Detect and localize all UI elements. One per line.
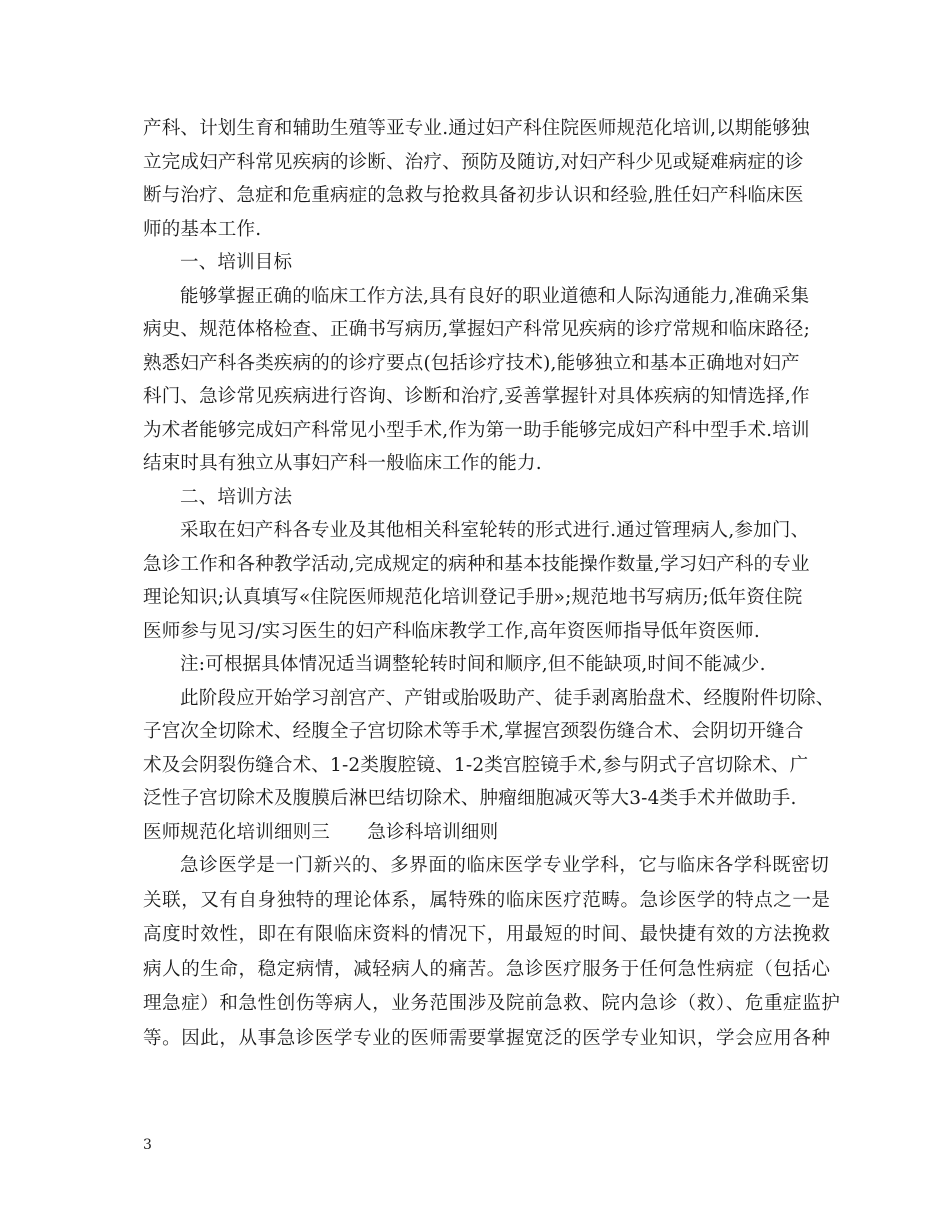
page-number: 3 [143,1137,152,1153]
text-line: 理论知识;认真填写«住院医师规范化培训登记手册»;规范地书写病历;低年资住院 [143,587,803,608]
text-line: 医师规范化培训细则三 急诊科培训细则 [143,821,499,843]
text-line: 立完成妇产科常见疾病的诊断、治疗、预防及随访,对妇产科少见或疑难病症的诊 [143,151,804,173]
text-line: 能够掌握正确的临床工作方法,具有良好的职业道德和人际沟通能力,准确采集 [180,285,810,307]
text-line: 产科、计划生育和辅助生殖等亚专业.通过妇产科住院医师规范化培训,以期能够独 [143,118,810,139]
document-body [143,112,841,1056]
text-line: 二、培训方法 [180,486,293,508]
text-line: 医师参与见习/实习医生的妇产科临床教学工作,高年资医师指导低年资医师. [143,620,760,642]
text-line: 等。因此，从事急诊医学专业的医师需要掌握宽泛的医学专业知识，学会应用各种 [143,1027,831,1049]
text-line: 熟悉妇产科各类疾病的的诊疗要点(包括诊疗技术),能够独立和基本正确地对妇产 [143,352,800,374]
text-line: 为术者能够完成妇产科常见小型手术,作为第一助手能够完成妇产科中型手术.培训 [143,419,810,441]
section-obstetrics [143,112,835,849]
text-line: 结束时具有独立从事妇产科一般临床工作的能力. [143,453,542,474]
text-line: 病史、规范体格检查、正确书写病历,掌握妇产科常见疾病的诊疗常规和临床路径; [143,319,811,340]
section-emergency [143,849,841,1056]
text-line: 一、培训目标 [180,252,293,273]
text-line: 注:可根据具体情况适当调整轮转时间和顺序,但不能缺项,时间不能减少. [180,654,766,675]
text-line: 高度时效性，即在有限临床资料的情况下，用最短的时间、最快捷有效的方法挽救 [143,924,831,945]
text-line: 病人的生命，稳定病情，减轻病人的痛苦。急诊医疗服务于任何急性病症（包括心 [143,958,831,980]
text-line: 子宫次全切除术、经腹全子宫切除术等手术,掌握宫颈裂伤缝合术、会阴切开缝合 [143,721,804,742]
text-line: 此阶段应开始学习剖宫产、产钳或胎吸助产、徒手剥离胎盘术、经腹附件切除、 [180,687,835,709]
text-line: 急诊医学是一门新兴的、多界面的临床医学专业学科，它与临床各学科既密切 [180,855,830,876]
text-line: 断与治疗、急症和危重病症的急救与抢救具备初步认识和经验,胜任妇产科临床医 [143,185,804,206]
text-line: 采取在妇产科各专业及其他相关科室轮转的形式进行.通过管理病人,参加门、 [180,520,810,541]
text-line: 关联，又有自身独特的理论体系，属特殊的临床医疗范畴。急诊医学的特点之一是 [143,889,831,911]
text-line: 术及会阴裂伤缝合术、1-2类腹腔镜、1-2类宫腔镜手术,参与阴式子宫切除术、广 [143,754,809,776]
text-line: 科门、急诊常见疾病进行咨询、诊断和治疗,妥善掌握针对具体疾病的知情选择,作 [143,386,810,407]
text-line: 师的基本工作. [143,218,262,240]
text-line: 泛性子宫切除术及腹膜后淋巴结切除术、肿瘤细胞减灭等大3-4类手术并做助手. [143,788,797,809]
text-line: 急诊工作和各种教学活动,完成规定的病种和基本技能操作数量,学习妇产科的专业 [143,553,810,575]
text-line: 理急症）和急性创伤等病人，业务范围涉及院前急救、院内急诊（救）、危重症监护 [143,993,841,1014]
